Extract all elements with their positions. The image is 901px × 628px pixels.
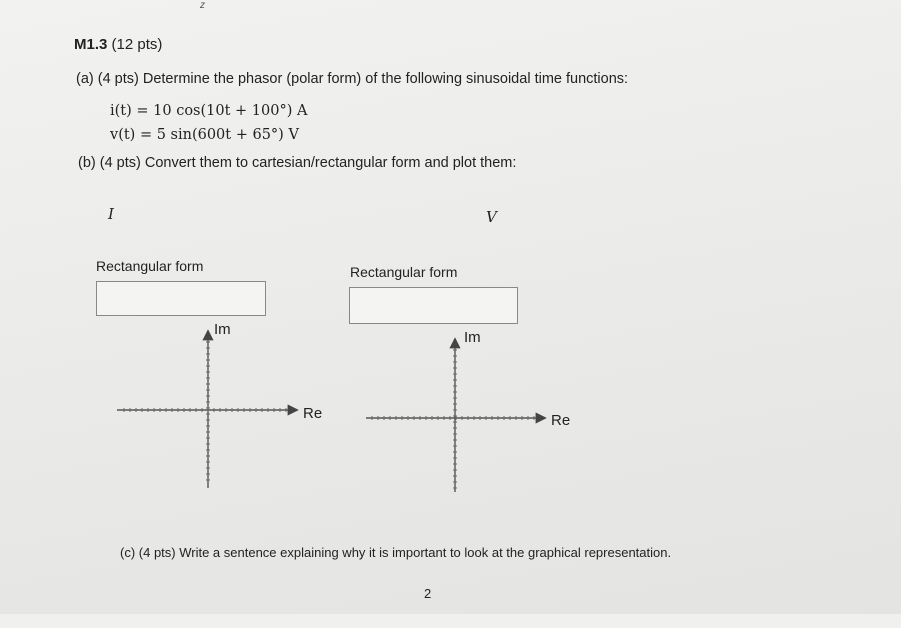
part-c-prompt: (c) (4 pts) Write a sentence explaining why it is important to look at the graphical representation.	[120, 545, 672, 560]
complex-plane-v	[366, 340, 544, 492]
voltage-equation: v(t) = 5 sin(600t + 65°) V	[110, 127, 299, 143]
part-b-prompt: (b) (4 pts) Convert them to cartesian/rectangular form and plot them:	[78, 155, 517, 171]
rectangular-form-label-i: Rectangular form	[96, 258, 204, 274]
page-number: 2	[424, 586, 432, 601]
complex-plane-i	[117, 332, 296, 488]
part-a-prompt: (a) (4 pts) Determine the phasor (polar form) of the following sinusoidal time functions:	[76, 71, 629, 87]
phasor-v-label: V	[486, 208, 497, 226]
real-axis-label-i: Re	[303, 405, 323, 422]
imag-axis-label-i: Im	[214, 321, 231, 338]
current-equation: i(t) = 10 cos(10t + 100°) A	[110, 103, 308, 119]
problem-points: (12 pts)	[111, 36, 163, 53]
imag-axis-label-v: Im	[464, 329, 481, 346]
desk-edge	[0, 614, 901, 628]
real-axis-label-v: Re	[551, 412, 571, 429]
problem-number: M1.3	[74, 36, 108, 53]
handwritten-scribble: z	[200, 0, 205, 11]
phasor-i-label: I	[108, 205, 114, 223]
rectangular-form-label-v: Rectangular form	[350, 264, 458, 280]
